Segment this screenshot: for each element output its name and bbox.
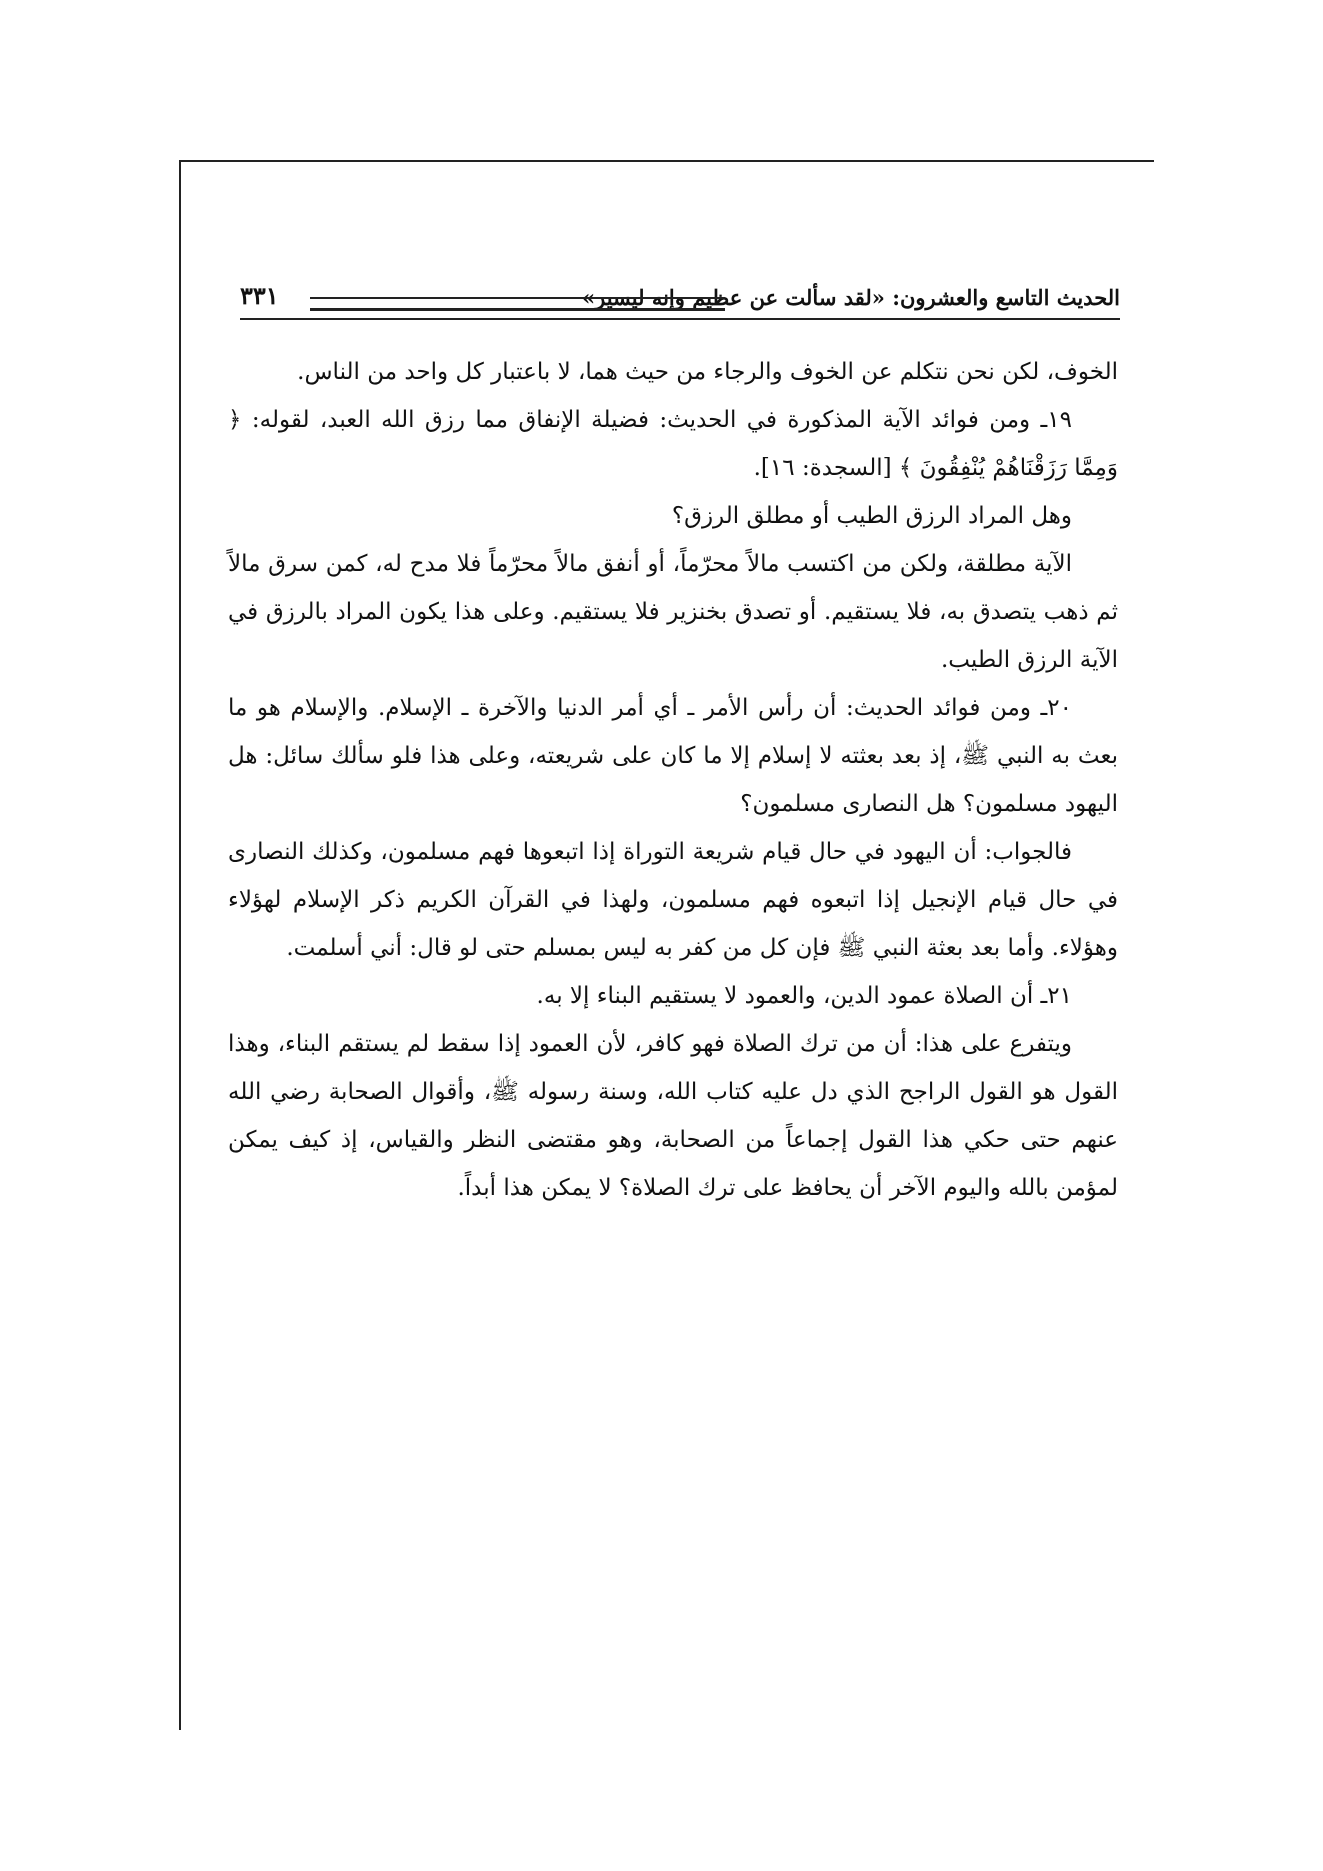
page-number: ٣٣١	[240, 281, 279, 310]
header-underline	[240, 318, 1120, 320]
scan-frame-left-border	[179, 160, 181, 1730]
paragraph-question: وهل المراد الرزق الطيب أو مطلق الرزق؟	[671, 503, 1072, 529]
paragraph-benefit-20: ٢٠ـ ومن فوائد الحديث: أن رأس الأمر ـ أي أمر الدنيا والآخرة ـ الإسلام. والإسلام هو ما بعث به النبي ﷺ، إذ بعد بعثته لا إسلام إلا ما كان على شريعته، وعلى هذا فلو سألك سائل: هل اليهود مسلمون؟ هل النصارى مسلمون؟	[228, 695, 1118, 817]
paragraph-response: فالجواب: أن اليهود في حال قيام شريعة التوراة إذا اتبعوها فهم مسلمون، وكذلك النصارى في حال قيام الإنجيل إذا اتبعوه فهم مسلمون، ولهذا في القرآن الكريم ذكر الإسلام لهؤلاء وهؤلاء. وأما بعد بعثة النبي ﷺ فإن كل من كفر به ليس بمسلم حتى لو قال: أني أسلمت.	[228, 839, 1118, 961]
paragraph-benefit-19: ١٩ـ ومن فوائد الآية المذكورة في الحديث: فضيلة الإنفاق مما رزق الله العبد، لقوله: ﴿ وَمِمَّا رَزَقْنَاهُمْ يُنْفِقُونَ ﴾ [السجدة: ١٦].	[228, 407, 1118, 481]
paragraph-benefit-21: ٢١ـ أن الصلاة عمود الدين، والعمود لا يستقيم البناء إلا به.	[536, 983, 1072, 1009]
page-header	[240, 281, 1120, 319]
paragraph-answer: الآية مطلقة، ولكن من اكتسب مالاً محرّماً، أو أنفق مالاً محرّماً فلا مدح له، كمن سرق مالاً ثم ذهب يتصدق به، فلا يستقيم. أو تصدق بخنزير فلا يستقيم. وعلى هذا يكون المراد بالرزق في الآية الرزق الطيب.	[228, 551, 1118, 673]
paragraph-1: الخوف، لكن نحن نتكلم عن الخوف والرجاء من حيث هما، لا باعتبار كل واحد من الناس.	[297, 359, 1118, 385]
paragraph-consequence: ويتفرع على هذا: أن من ترك الصلاة فهو كافر، لأن العمود إذا سقط لم يستقم البناء، وهذا القول هو القول الراجح الذي دل عليه كتاب الله، وسنة رسوله ﷺ، وأقوال الصحابة رضي الله عنهم حتى حكي هذا القول إجماعاً من الصحابة، وهو مقتضى النظر والقياس، إذ كيف يمكن لمؤمن بالله واليوم الآخر أن يحافظ على ترك الصلاة؟ لا يمكن هذا أبداً.	[228, 1031, 1118, 1201]
header-rule	[310, 297, 725, 311]
body-text	[228, 348, 1118, 1728]
scan-frame-top-border	[179, 160, 1154, 162]
running-title: الحديث التاسع والعشرون: «لقد سألت عن عظيم وإنه ليسير»	[581, 285, 1120, 310]
